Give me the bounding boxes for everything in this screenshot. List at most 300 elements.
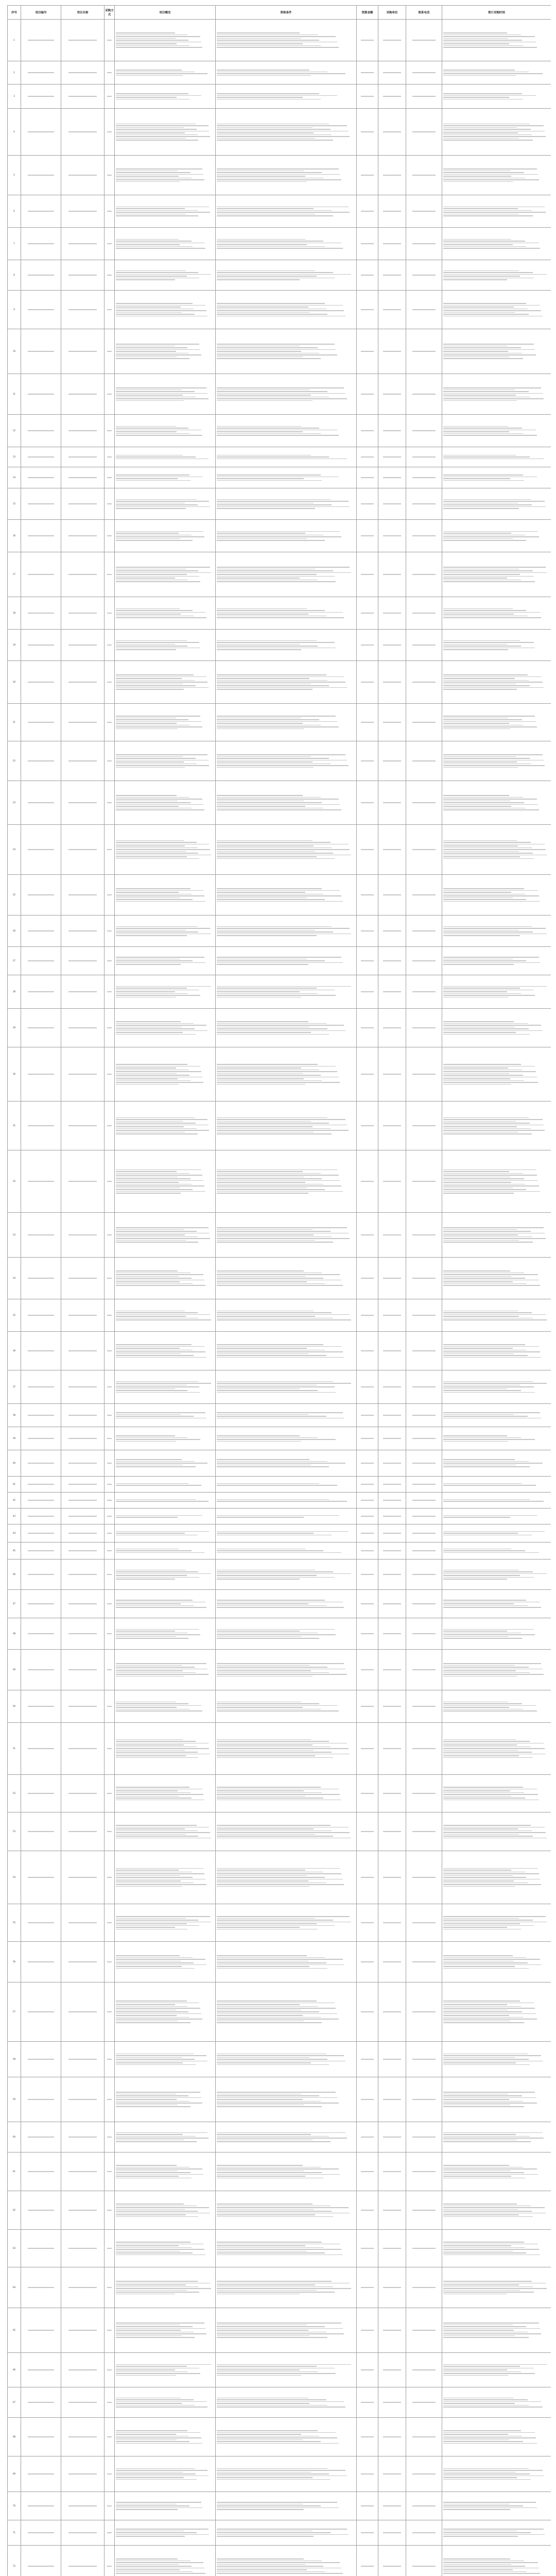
redacted-text-line bbox=[443, 538, 513, 539]
redacted-text-line bbox=[217, 1552, 341, 1553]
redacted-text-line bbox=[217, 1702, 301, 1703]
redacted-text-line bbox=[217, 2213, 350, 2214]
row-project-code bbox=[21, 2353, 61, 2387]
redacted-text-line bbox=[443, 1636, 508, 1637]
redacted-text-line bbox=[217, 179, 341, 180]
redacted-text-line bbox=[116, 990, 199, 991]
redacted-text-line bbox=[217, 1238, 350, 1239]
row-project-code bbox=[21, 1812, 61, 1851]
row-method bbox=[105, 1213, 115, 1258]
redacted-text-line bbox=[443, 2136, 530, 2137]
redacted-text-line bbox=[116, 2403, 182, 2404]
redacted-text-line bbox=[116, 725, 189, 726]
redacted-text-line bbox=[116, 1437, 187, 1438]
row-unit bbox=[378, 1009, 406, 1047]
redacted-text-line bbox=[116, 644, 175, 645]
row-no: 45 bbox=[8, 1543, 21, 1560]
row-project-code bbox=[21, 1904, 61, 1942]
row-time bbox=[442, 1299, 551, 1332]
redacted-text-line bbox=[217, 2054, 326, 2055]
redacted-text-line bbox=[443, 1499, 530, 1500]
redacted-text-line bbox=[217, 351, 301, 352]
redacted-text-line bbox=[412, 645, 436, 646]
redacted-text-line bbox=[443, 2008, 535, 2009]
row-qualification bbox=[216, 2153, 357, 2191]
row-project-code bbox=[21, 1618, 61, 1650]
redacted-text-line bbox=[116, 578, 175, 579]
row-no: 4 bbox=[8, 109, 21, 156]
redacted-text-line bbox=[116, 2509, 178, 2510]
redacted-text-line bbox=[443, 2328, 540, 2329]
redacted-text-line bbox=[116, 246, 193, 247]
redacted-text-line bbox=[116, 1957, 193, 1958]
redacted-text-line bbox=[443, 1515, 537, 1516]
redacted-text-line bbox=[217, 761, 312, 762]
redacted-text-line bbox=[116, 1872, 192, 1873]
redacted-text-line bbox=[116, 2174, 203, 2175]
row-phone bbox=[406, 2387, 442, 2418]
redacted-text-line bbox=[217, 2245, 305, 2246]
redacted-text-line bbox=[116, 2062, 183, 2063]
redacted-text-line bbox=[443, 430, 536, 431]
redacted-text-line bbox=[217, 2323, 341, 2324]
redacted-text-line bbox=[107, 131, 112, 132]
redacted-text-line bbox=[116, 2283, 210, 2284]
redacted-text-line bbox=[443, 314, 529, 315]
row-overview bbox=[115, 1775, 216, 1812]
redacted-text-line bbox=[217, 1925, 335, 1926]
row-overview bbox=[115, 1650, 216, 1690]
redacted-text-line bbox=[361, 645, 374, 646]
redacted-text-line bbox=[217, 851, 315, 852]
redacted-text-line bbox=[217, 2059, 327, 2060]
row-time bbox=[442, 291, 551, 329]
redacted-text-line bbox=[217, 312, 309, 313]
redacted-text-line bbox=[217, 570, 333, 571]
row-unit bbox=[378, 1150, 406, 1213]
redacted-text-line bbox=[443, 1240, 519, 1241]
row-method bbox=[105, 520, 115, 552]
redacted-text-line bbox=[217, 1754, 350, 1755]
redacted-text-line bbox=[116, 2441, 189, 2442]
redacted-text-line bbox=[116, 248, 205, 249]
row-time bbox=[442, 1047, 551, 1101]
redacted-text-line bbox=[217, 1631, 300, 1632]
redacted-text-line bbox=[217, 997, 301, 998]
row-unit bbox=[378, 630, 406, 661]
table-row bbox=[8, 1690, 551, 1723]
redacted-text-line bbox=[443, 767, 518, 768]
table-row bbox=[8, 1213, 551, 1258]
redacted-text-line bbox=[107, 394, 112, 395]
row-qualification bbox=[216, 1150, 357, 1213]
redacted-text-line bbox=[443, 73, 543, 74]
row-overview bbox=[115, 2308, 216, 2353]
redacted-text-line bbox=[28, 1706, 54, 1707]
table-row bbox=[8, 875, 551, 916]
redacted-text-line bbox=[217, 581, 336, 582]
redacted-text-line bbox=[116, 962, 205, 963]
redacted-text-line bbox=[217, 853, 333, 854]
redacted-text-line bbox=[412, 1386, 436, 1387]
redacted-text-line bbox=[116, 176, 179, 177]
row-unit bbox=[378, 228, 406, 260]
redacted-text-line bbox=[443, 533, 511, 534]
redacted-text-line bbox=[443, 1276, 511, 1277]
row-project-code bbox=[21, 1560, 61, 1590]
redacted-text-line bbox=[116, 351, 176, 352]
redacted-text-line bbox=[217, 1276, 305, 1277]
redacted-text-line bbox=[116, 1748, 209, 1749]
row-time bbox=[442, 84, 551, 109]
redacted-text-line bbox=[217, 316, 345, 317]
redacted-text-line bbox=[217, 680, 327, 681]
redacted-text-line bbox=[443, 1119, 543, 1120]
header-no: 序号 bbox=[8, 6, 21, 20]
redacted-text-line bbox=[107, 2210, 112, 2211]
row-method bbox=[105, 195, 115, 228]
row-unit bbox=[378, 1942, 406, 1982]
row-time bbox=[442, 1101, 551, 1150]
redacted-text-line bbox=[116, 430, 201, 431]
redacted-text-line bbox=[443, 2406, 543, 2408]
row-method bbox=[105, 1723, 115, 1775]
row-no: 19 bbox=[8, 630, 21, 661]
redacted-text-line bbox=[116, 1193, 181, 1194]
redacted-text-line bbox=[116, 1828, 185, 1829]
redacted-text-line bbox=[443, 1416, 528, 1417]
redacted-text-line bbox=[116, 1270, 178, 1272]
redacted-text-line bbox=[443, 930, 519, 931]
redacted-text-line bbox=[217, 1025, 344, 1026]
redacted-text-line bbox=[217, 1185, 341, 1187]
redacted-text-line bbox=[217, 2337, 327, 2338]
redacted-text-line bbox=[217, 1923, 317, 1924]
redacted-text-line bbox=[107, 1748, 112, 1749]
redacted-text-line bbox=[443, 567, 546, 568]
redacted-text-line bbox=[107, 1125, 112, 1126]
redacted-text-line bbox=[116, 2470, 207, 2471]
redacted-text-line bbox=[217, 70, 309, 71]
redacted-text-line bbox=[68, 2210, 97, 2211]
row-method bbox=[105, 1299, 115, 1332]
row-overview bbox=[115, 1477, 216, 1493]
redacted-text-line bbox=[443, 2095, 522, 2096]
redacted-text-line bbox=[116, 765, 209, 766]
redacted-text-line bbox=[217, 1191, 343, 1192]
redacted-text-line bbox=[217, 1964, 344, 1965]
redacted-text-line bbox=[361, 991, 374, 992]
row-project-name bbox=[61, 1982, 105, 2042]
row-no: 72 bbox=[8, 2546, 21, 2576]
row-unit bbox=[378, 1543, 406, 1560]
redacted-text-line bbox=[443, 576, 534, 577]
redacted-text-line bbox=[116, 1346, 204, 1347]
redacted-text-line bbox=[116, 1132, 185, 1133]
row-no: 42 bbox=[8, 1493, 21, 1509]
redacted-text-line bbox=[68, 1669, 97, 1670]
row-unit bbox=[378, 741, 406, 781]
redacted-text-line bbox=[116, 2099, 177, 2100]
row-budget bbox=[357, 875, 378, 916]
row-budget bbox=[357, 1477, 378, 1493]
redacted-text-line bbox=[116, 716, 200, 717]
redacted-text-line bbox=[443, 1838, 547, 1839]
redacted-text-line bbox=[443, 127, 517, 128]
redacted-text-line bbox=[443, 2132, 543, 2133]
row-time bbox=[442, 2267, 551, 2308]
redacted-text-line bbox=[107, 2402, 112, 2403]
row-budget bbox=[357, 1560, 378, 1590]
row-overview bbox=[115, 781, 216, 825]
redacted-text-line bbox=[443, 758, 530, 759]
redacted-text-line bbox=[116, 1800, 204, 1801]
redacted-text-line bbox=[116, 1229, 184, 1230]
redacted-text-line bbox=[217, 806, 305, 807]
redacted-text-line bbox=[443, 1827, 545, 1828]
row-phone bbox=[406, 630, 442, 661]
row-budget bbox=[357, 916, 378, 947]
redacted-text-line bbox=[116, 2323, 204, 2324]
redacted-text-line bbox=[443, 1173, 523, 1174]
redacted-text-line bbox=[217, 2094, 301, 2095]
redacted-text-line bbox=[116, 640, 187, 641]
redacted-text-line bbox=[116, 897, 180, 899]
row-qualification bbox=[216, 1560, 357, 1590]
table-row bbox=[8, 1723, 551, 1775]
redacted-text-line bbox=[217, 2571, 325, 2572]
redacted-text-line bbox=[68, 2330, 97, 2331]
redacted-text-line bbox=[443, 2439, 509, 2441]
redacted-text-line bbox=[443, 725, 523, 726]
redacted-text-line bbox=[116, 1515, 202, 1516]
redacted-text-line bbox=[116, 719, 188, 720]
redacted-text-line bbox=[68, 394, 97, 395]
redacted-text-line bbox=[443, 474, 523, 476]
row-phone bbox=[406, 467, 442, 488]
row-project-code bbox=[21, 825, 61, 875]
row-qualification bbox=[216, 447, 357, 467]
redacted-text-line bbox=[443, 398, 544, 399]
redacted-text-line bbox=[443, 2017, 523, 2018]
redacted-text-line bbox=[443, 42, 536, 43]
row-qualification bbox=[216, 1942, 357, 1982]
redacted-text-line bbox=[443, 935, 520, 936]
redacted-text-line bbox=[116, 2288, 211, 2289]
row-method bbox=[105, 1332, 115, 1370]
redacted-text-line bbox=[116, 1968, 195, 1969]
redacted-text-line bbox=[116, 181, 180, 182]
redacted-text-line bbox=[217, 1032, 311, 1033]
row-qualification bbox=[216, 597, 357, 630]
row-phone bbox=[406, 2077, 442, 2122]
redacted-text-line bbox=[217, 1227, 347, 1228]
redacted-text-line bbox=[443, 387, 541, 388]
table-row bbox=[8, 1543, 551, 1560]
redacted-text-line bbox=[217, 1789, 339, 1790]
redacted-text-line bbox=[412, 2171, 436, 2172]
row-time bbox=[442, 1904, 551, 1942]
redacted-text-line bbox=[361, 1181, 374, 1182]
redacted-text-line bbox=[383, 682, 401, 683]
redacted-text-line bbox=[443, 171, 510, 172]
redacted-text-line bbox=[443, 1750, 518, 1751]
redacted-text-line bbox=[443, 208, 518, 209]
row-time bbox=[442, 1982, 551, 2042]
redacted-text-line bbox=[443, 1552, 539, 1553]
row-overview bbox=[115, 2191, 216, 2230]
row-phone bbox=[406, 1590, 442, 1618]
row-project-code bbox=[21, 781, 61, 825]
redacted-text-line bbox=[217, 723, 303, 724]
redacted-text-line bbox=[443, 855, 547, 856]
redacted-text-line bbox=[116, 1238, 210, 1239]
redacted-text-line bbox=[217, 2333, 344, 2334]
redacted-text-line bbox=[116, 1825, 197, 1826]
row-time bbox=[442, 1590, 551, 1618]
redacted-text-line bbox=[217, 1171, 303, 1172]
redacted-text-line bbox=[443, 2368, 534, 2369]
redacted-text-line bbox=[217, 279, 300, 280]
row-no: 63 bbox=[8, 2230, 21, 2267]
redacted-text-line bbox=[116, 129, 197, 130]
redacted-text-line bbox=[116, 1834, 186, 1835]
redacted-text-line bbox=[383, 1633, 401, 1634]
row-project-code bbox=[21, 2042, 61, 2077]
redacted-text-line bbox=[443, 1461, 529, 1462]
redacted-text-line bbox=[107, 682, 112, 683]
row-project-code bbox=[21, 488, 61, 520]
row-phone bbox=[406, 1009, 442, 1047]
redacted-text-line bbox=[443, 2472, 516, 2473]
redacted-text-line bbox=[217, 678, 309, 679]
row-budget bbox=[357, 61, 378, 84]
redacted-text-line bbox=[217, 684, 311, 685]
redacted-text-line bbox=[68, 1315, 97, 1316]
redacted-text-line bbox=[116, 2013, 201, 2014]
row-project-name bbox=[61, 2230, 105, 2267]
redacted-text-line bbox=[116, 1754, 210, 1755]
redacted-text-line bbox=[443, 1702, 508, 1703]
redacted-text-line bbox=[443, 2437, 536, 2438]
redacted-text-line bbox=[443, 316, 543, 317]
redacted-text-line bbox=[116, 2132, 207, 2133]
row-budget bbox=[357, 1150, 378, 1213]
redacted-text-line bbox=[443, 303, 526, 304]
row-phone bbox=[406, 1851, 442, 1904]
redacted-text-line bbox=[107, 1922, 112, 1923]
redacted-text-line bbox=[116, 2004, 175, 2005]
row-time bbox=[442, 2387, 551, 2418]
row-no: 55 bbox=[8, 1904, 21, 1942]
row-project-name bbox=[61, 1590, 105, 1618]
redacted-text-line bbox=[28, 1516, 54, 1517]
row-project-code bbox=[21, 228, 61, 260]
redacted-text-line bbox=[443, 808, 525, 809]
redacted-text-line bbox=[217, 307, 308, 308]
redacted-text-line bbox=[443, 2332, 528, 2333]
redacted-text-line bbox=[443, 1575, 520, 1576]
redacted-text-line bbox=[116, 1501, 208, 1502]
redacted-text-line bbox=[217, 1827, 349, 1828]
redacted-text-line bbox=[116, 2328, 205, 2329]
row-unit bbox=[378, 1982, 406, 2042]
redacted-text-line bbox=[217, 1741, 329, 1742]
row-budget bbox=[357, 704, 378, 741]
row-time bbox=[442, 1618, 551, 1650]
redacted-text-line bbox=[116, 895, 204, 896]
row-overview bbox=[115, 2042, 216, 2077]
redacted-text-line bbox=[217, 1278, 323, 1279]
redacted-text-line bbox=[217, 344, 335, 345]
redacted-text-line bbox=[443, 1672, 530, 1673]
row-phone bbox=[406, 2520, 442, 2546]
redacted-text-line bbox=[107, 1074, 112, 1075]
row-overview bbox=[115, 1450, 216, 1477]
redacted-text-line bbox=[116, 274, 211, 275]
redacted-text-line bbox=[116, 2473, 196, 2475]
redacted-text-line bbox=[443, 1633, 521, 1634]
row-overview bbox=[115, 1370, 216, 1404]
redacted-text-line bbox=[116, 2204, 184, 2205]
redacted-text-line bbox=[217, 1381, 333, 1382]
redacted-text-line bbox=[217, 569, 315, 570]
redacted-text-line bbox=[217, 1070, 319, 1071]
redacted-text-line bbox=[383, 2505, 401, 2506]
row-unit bbox=[378, 1213, 406, 1258]
redacted-text-line bbox=[116, 174, 203, 175]
row-project-name bbox=[61, 61, 105, 84]
row-method bbox=[105, 825, 115, 875]
row-method bbox=[105, 2418, 115, 2456]
redacted-text-line bbox=[107, 722, 112, 723]
redacted-text-line bbox=[116, 1023, 194, 1024]
redacted-text-line bbox=[28, 2436, 54, 2437]
row-budget bbox=[357, 20, 378, 61]
redacted-text-line bbox=[116, 2103, 202, 2104]
redacted-text-line bbox=[116, 99, 189, 100]
header-unit: 采购单位 bbox=[378, 6, 406, 20]
redacted-text-line bbox=[361, 1533, 374, 1534]
row-time bbox=[442, 1404, 551, 1427]
table-row bbox=[8, 447, 551, 467]
row-no: 69 bbox=[8, 2456, 21, 2492]
table-row bbox=[8, 2546, 551, 2576]
redacted-text-line bbox=[361, 682, 374, 683]
row-no: 36 bbox=[8, 1332, 21, 1370]
redacted-text-line bbox=[217, 756, 311, 757]
redacted-text-line bbox=[116, 2332, 194, 2333]
redacted-text-line bbox=[217, 892, 305, 893]
redacted-text-line bbox=[116, 1633, 187, 1634]
row-unit bbox=[378, 825, 406, 875]
redacted-text-line bbox=[443, 395, 516, 396]
redacted-text-line bbox=[443, 1607, 541, 1608]
redacted-text-line bbox=[217, 1173, 321, 1174]
table-row bbox=[8, 704, 551, 741]
redacted-text-line bbox=[107, 1669, 112, 1670]
redacted-text-line bbox=[68, 40, 97, 41]
redacted-text-line bbox=[116, 2171, 178, 2172]
row-overview bbox=[115, 2492, 216, 2520]
redacted-text-line bbox=[443, 535, 525, 536]
row-project-name bbox=[61, 1332, 105, 1370]
redacted-text-line bbox=[383, 2099, 401, 2100]
row-time bbox=[442, 1509, 551, 1524]
redacted-text-line bbox=[443, 612, 540, 613]
redacted-text-line bbox=[361, 477, 374, 478]
redacted-text-line bbox=[116, 1178, 190, 1179]
